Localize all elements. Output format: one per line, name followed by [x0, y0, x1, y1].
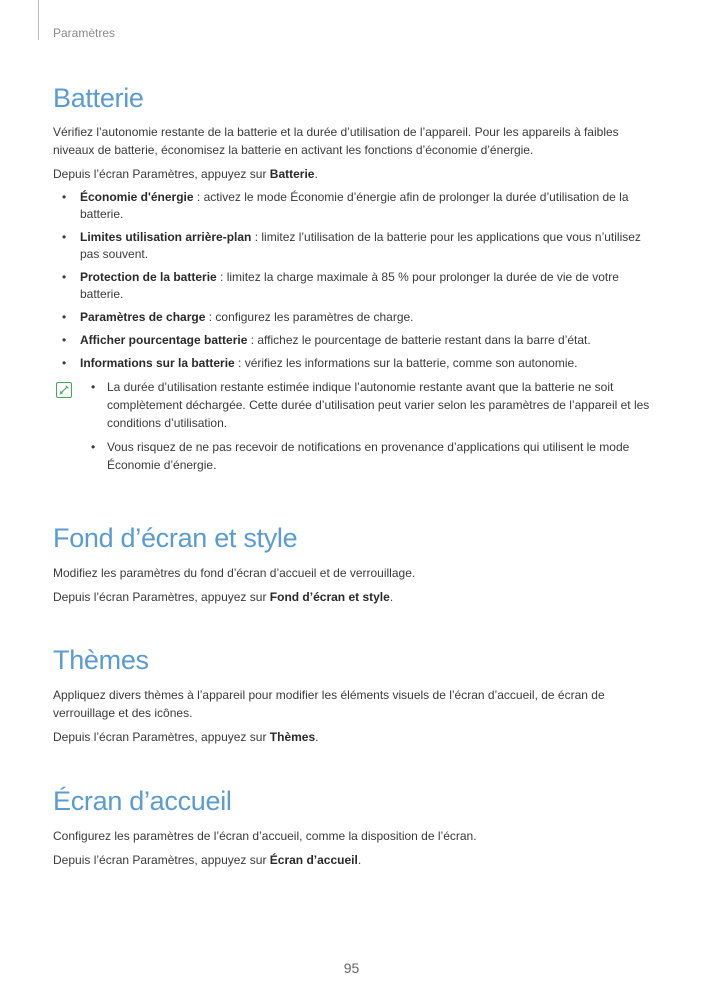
- themes-path-target: Thèmes: [269, 730, 316, 744]
- list-item: • Afficher pourcentage batterie : affichez le pourcentage de batterie restant dans la barre d’état.: [53, 332, 653, 349]
- note-list: [53, 378, 653, 474]
- note-item: • La durée d’utilisation restante estimée indique l’autonomie restante avant que la batterie ne soit complètement déchargée. Cette durée d’utilisation peut varier selon les paramètres de l’appareil et les conditions d’utilisation.: [107, 378, 653, 432]
- list-item: • Économie d'énergie : activez le mode Économie d’énergie afin de prolonger la durée d’utilisation de la batterie.: [53, 189, 653, 223]
- fond-intro: Modifiez les paramètres du fond d’écran d’accueil et de verrouillage.: [53, 566, 416, 580]
- section-ecran-accueil: [53, 785, 653, 869]
- themes-path: Depuis l’écran Paramètres, appuyez sur Thèmes.: [53, 730, 319, 744]
- fond-path: Depuis l’écran Paramètres, appuyez sur Fond d’écran et style.: [53, 590, 394, 604]
- batterie-path: Depuis l’écran Paramètres, appuyez sur Batterie.: [53, 167, 318, 181]
- header-divider: [38, 0, 39, 40]
- section-themes: [53, 644, 653, 746]
- batterie-options-list: [53, 189, 653, 372]
- batterie-path-target: Batterie: [269, 167, 315, 181]
- section-fond-ecran: [53, 522, 653, 606]
- note-pencil-icon: [56, 382, 72, 398]
- running-header: Paramètres: [53, 26, 116, 40]
- list-item: • Paramètres de charge : configurez les paramètres de charge.: [53, 309, 653, 326]
- ecran-intro: Configurez les paramètres de l’écran d’accueil, comme la disposition de l’écran.: [53, 829, 477, 843]
- ecran-path: Depuis l’écran Paramètres, appuyez sur Écran d’accueil.: [53, 853, 362, 867]
- note-block: [53, 378, 653, 474]
- section-title-ecran-accueil: Écran d’accueil: [53, 786, 232, 816]
- themes-intro: Appliquez divers thèmes à l’appareil pour modifier les éléments visuels de l’écran d’accueil, de écran de verrouillage et des icônes.: [53, 688, 605, 720]
- section-title-fond-ecran: Fond d’écran et style: [53, 523, 298, 553]
- page-number: 95: [343, 960, 360, 976]
- note-item: • Vous risquez de ne pas recevoir de notifications en provenance d’applications qui utilisent le mode Économie d’énergie.: [107, 438, 653, 474]
- ecran-path-target: Écran d’accueil: [269, 853, 358, 867]
- section-title-batterie: Batterie: [53, 83, 144, 113]
- list-item: • Protection de la batterie : limitez la charge maximale à 85 % pour prolonger la durée de vie de votre batterie.: [53, 269, 653, 303]
- section-title-themes: Thèmes: [53, 645, 149, 675]
- list-item: • Informations sur la batterie : vérifiez les informations sur la batterie, comme son autonomie.: [53, 355, 653, 372]
- list-item: • Limites utilisation arrière-plan : limitez l’utilisation de la batterie pour les applications que vous n’utilisez pas souvent.: [53, 229, 653, 263]
- section-batterie: [53, 82, 653, 480]
- fond-path-target: Fond d’écran et style: [269, 590, 390, 604]
- batterie-intro: Vérifiez l’autonomie restante de la batterie et la durée d’utilisation de l’appareil. Pour les appareils à faibles niveaux de batterie, économisez la batterie en activant les fonctions d’économie d’énergie.: [53, 125, 619, 157]
